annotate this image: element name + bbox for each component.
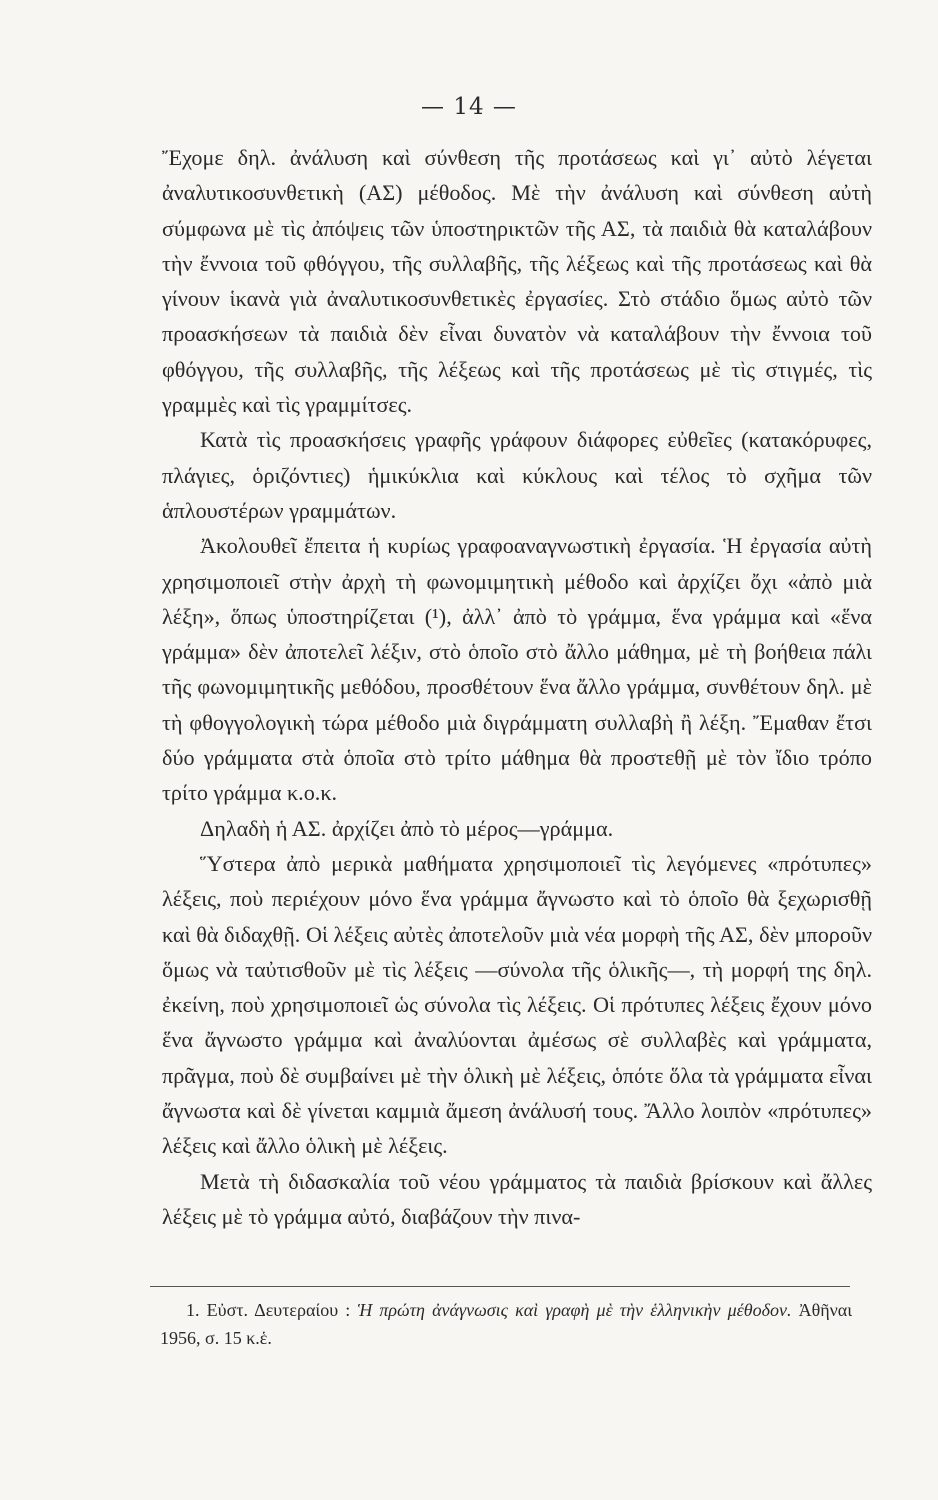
body-text [162, 140, 872, 1234]
footnote-divider [150, 1286, 850, 1287]
paragraph: Ἀκολουθεῖ ἔπειτα ἡ κυρίως γραφοαναγνωστικὴ ἐργασία. Ἡ ἐργασία αὐτὴ χρησιμοποιεῖ στὴν ἀρχὴ τὴ φωνομιμητικὴ μέθοδο καὶ ἀρχίζει ὄχι «ἀπὸ μιὰ λέξη», ὅπως ὑποστηρίζεται (¹), ἀλλ᾽ ἀπὸ τὸ γράμμα, ἕνα γράμμα καὶ «ἕνα γράμμα» δὲν ἀποτελεῖ λέξιν, στὸ ὁποῖο στὸ ἄλλο μάθημα, μὲ τὴ βοήθεια πάλι τῆς φωνομιμητικῆς μεθόδου, προσθέτουν ἕνα ἄλλο γράμμα, συνθέτουν δηλ. μὲ τὴ φθογγολογικὴ τώρα μέθοδο μιὰ διγράμματη συλλαβὴ ἢ λέξη. Ἔμαθαν ἔτσι δύο γράμματα στὰ ὁποῖα στὸ τρίτο μάθημα θὰ προστεθῇ μὲ τὸν ἴδιο τρόπο τρίτο γράμμα κ.ο.κ. [162, 533, 872, 806]
footnote-number: 1. [186, 1300, 200, 1320]
paragraph: Κατὰ τὶς προασκήσεις γραφῆς γράφουν διάφορες εὐθεῖες (κατακόρυφες, πλάγιες, ὁριζόντιες) ἡμικύκλια καὶ κύκλους καὶ τέλος τὸ σχῆμα τῶν ἁπλουστέρων γραμμάτων. [162, 427, 872, 523]
footnote [160, 1296, 852, 1352]
footnote-author: Εὐστ. Δευτεραίου : [206, 1300, 351, 1320]
page-number: — 14 — [421, 94, 517, 120]
paragraph: Ὕστερα ἀπὸ μερικὰ μαθήματα χρησιμοποιεῖ τὶς λεγόμενες «πρότυπες» λέξεις, ποὺ περιέχουν μόνο ἕνα γράμμα ἄγνωστο καὶ τὸ ὁποῖο θὰ ξεχωρισθῇ καὶ θὰ διδαχθῇ. Οἱ λέξεις αὐτὲς ἀποτελοῦν μιὰ νέα μορφὴ τῆς ΑΣ, δὲν μποροῦν ὅμως νὰ ταὐτισθοῦν μὲ τὶς λέξεις —σύνολα τῆς ὁλικῆς—, τὴ μορφή της δηλ. ἐκείνη, ποὺ χρησιμοποιεῖ ὡς σύνολα τὶς λέξεις. Οἱ πρότυπες λέξεις ἔχουν μόνο ἕνα ἄγνωστο γράμμα καὶ ἀναλύονται ἀμέσως σὲ συλλαβὲς καὶ γράμματα, πρᾶγμα, ποὺ δὲ συμβαίνει μὲ τὴν ὁλικὴ μὲ λέξεις, ὁπότε ὅλα τὰ γράμματα εἶναι ἄγνωστα καὶ δὲ γίνεται καμμιὰ ἄμεση ἀνάλυσή τους. Ἄλλο λοιπὸν «πρότυπες» λέξεις καὶ ἄλλο ὁλικὴ μὲ λέξεις. [162, 850, 872, 1159]
footnote-place: Ἀθῆναι 1956, σ. 15 κ.ἑ. [160, 1300, 853, 1348]
paragraph: Ἔχομε δηλ. ἀνάλυση καὶ σύνθεση τῆς προτάσεως καὶ γι᾽ αὐτὸ λέγεται ἀναλυτικοσυνθετικὴ (ΑΣ) μέθοδος. Μὲ τὴν ἀνάλυση καὶ σύνθεση αὐτὴ σύμφωνα μὲ τὶς ἀπόψεις τῶν ὑποστηρικτῶν τῆς ΑΣ, τὰ παιδιὰ θὰ καταλάβουν τὴν ἔννοια τοῦ φθόγγου, τῆς συλλαβῆς, τῆς λέξεως καὶ τῆς προτάσεως καὶ θὰ γίνουν ἱκανὰ γιὰ ἀναλυτικοσυνθετικὲς ἐργασίες. Στὸ στάδιο ὅμως αὐτὸ τῶν προασκήσεων τὰ παιδιὰ δὲν εἶναι δυνατὸν νὰ καταλάβουν τὴν ἔννοια τοῦ φθόγγου, τῆς συλλαβῆς, τῆς λέξεως καὶ τῆς προτάσεως μὲ τὶς στιγμές, τὶς γραμμὲς καὶ τὶς γραμμίτσες. [162, 145, 872, 418]
paragraph: Μετὰ τὴ διδασκαλία τοῦ νέου γράμματος τὰ παιδιὰ βρίσκουν καὶ ἄλλες λέξεις μὲ τὸ γράμμα αὐτό, διαβάζουν τὴν πινα- [162, 1168, 872, 1229]
footnote-title: Ἡ πρώτη ἀνάγνωσις καὶ γραφὴ μὲ τὴν ἑλληνικὴν μέθοδον. [357, 1300, 792, 1320]
paragraph: Δηλαδὴ ἡ ΑΣ. ἀρχίζει ἀπὸ τὸ μέρος—γράμμα. [200, 815, 614, 841]
